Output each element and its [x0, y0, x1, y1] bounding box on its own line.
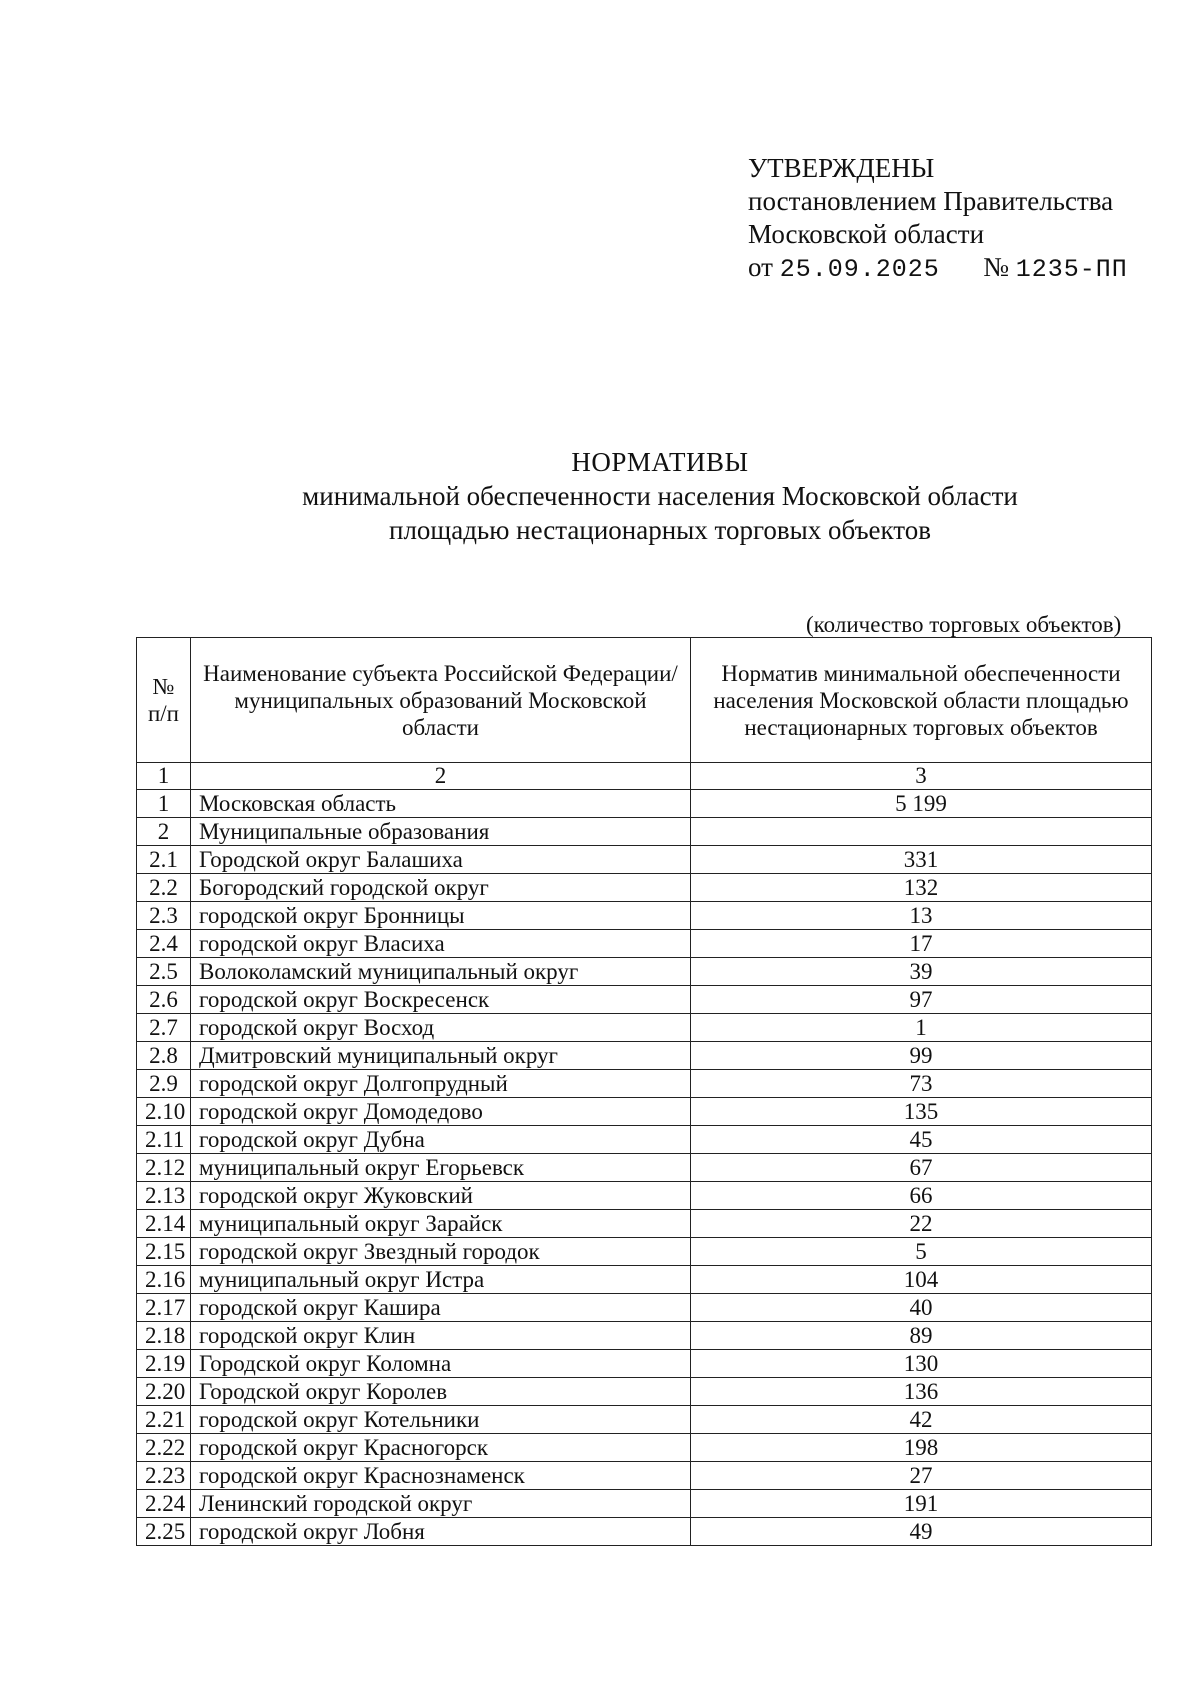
table-row [137, 1182, 1152, 1210]
row-number: 2.11 [137, 1126, 191, 1154]
row-name: городской округ Воскресенск [191, 986, 691, 1014]
row-number: 2.22 [137, 1434, 191, 1462]
table-row [137, 902, 1152, 930]
approval-title: УТВЕРЖДЕНЫ [748, 153, 935, 183]
row-value: 99 [691, 1042, 1152, 1070]
approval-line-1: постановлением Правительства [748, 186, 1114, 216]
table-row [137, 790, 1152, 818]
row-number: 2.17 [137, 1294, 191, 1322]
row-number: 2.25 [137, 1518, 191, 1546]
table-row [137, 1434, 1152, 1462]
table-row [137, 1014, 1152, 1042]
document-title: НОРМАТИВЫ [571, 447, 749, 477]
row-name: Волоколамский муниципальный округ [191, 958, 691, 986]
row-number: 2.16 [137, 1266, 191, 1294]
row-value: 22 [691, 1210, 1152, 1238]
row-value: 135 [691, 1098, 1152, 1126]
row-value: 89 [691, 1322, 1152, 1350]
row-number: 2.6 [137, 986, 191, 1014]
table-row [137, 1294, 1152, 1322]
row-name: городской округ Дубна [191, 1126, 691, 1154]
document-title-block [0, 445, 1200, 547]
table-row [137, 1266, 1152, 1294]
row-value: 67 [691, 1154, 1152, 1182]
row-number: 2.23 [137, 1462, 191, 1490]
approval-line-2: Московской области [748, 219, 985, 249]
row-number: 2.9 [137, 1070, 191, 1098]
row-number: 2.21 [137, 1406, 191, 1434]
table-row [137, 930, 1152, 958]
column-index: 1 [137, 763, 191, 790]
row-value: 39 [691, 958, 1152, 986]
unit-note: (количество торговых объектов) [806, 612, 1122, 637]
column-index-row [137, 763, 1152, 790]
table-row [137, 1378, 1152, 1406]
row-name: городской округ Бронницы [191, 902, 691, 930]
row-value: 42 [691, 1406, 1152, 1434]
row-name: городской округ Лобня [191, 1518, 691, 1546]
row-name: городской округ Домодедово [191, 1098, 691, 1126]
table-row [137, 1042, 1152, 1070]
row-name: Ленинский городской округ [191, 1490, 691, 1518]
row-value: 5 199 [691, 790, 1152, 818]
column-index: 2 [191, 763, 691, 790]
row-name: городской округ Красногорск [191, 1434, 691, 1462]
table-row [137, 818, 1152, 846]
row-value: 27 [691, 1462, 1152, 1490]
row-value: 130 [691, 1350, 1152, 1378]
row-value: 17 [691, 930, 1152, 958]
approval-number: 1235-ПП [1015, 255, 1128, 284]
table-body [137, 790, 1152, 1546]
row-number: 2.15 [137, 1238, 191, 1266]
row-name: Дмитровский муниципальный округ [191, 1042, 691, 1070]
approval-date-line [748, 251, 1128, 286]
row-name: городской округ Котельники [191, 1406, 691, 1434]
row-value: 132 [691, 874, 1152, 902]
table-row [137, 1406, 1152, 1434]
row-number: 2.4 [137, 930, 191, 958]
table-row [137, 846, 1152, 874]
header-num: № п/п [137, 638, 191, 763]
row-name: городской округ Кашира [191, 1294, 691, 1322]
table-row [137, 1154, 1152, 1182]
table-row [137, 1070, 1152, 1098]
row-value: 1 [691, 1014, 1152, 1042]
row-number: 2 [137, 818, 191, 846]
column-index: 3 [691, 763, 1152, 790]
row-name: Московская область [191, 790, 691, 818]
row-name: городской округ Краснознаменск [191, 1462, 691, 1490]
row-number: 2.12 [137, 1154, 191, 1182]
approval-date: 25.09.2025 [779, 255, 940, 284]
row-number: 2.13 [137, 1182, 191, 1210]
row-name: Городской округ Коломна [191, 1350, 691, 1378]
row-value: 49 [691, 1518, 1152, 1546]
number-sign: № [983, 252, 1009, 282]
row-name: городской округ Долгопрудный [191, 1070, 691, 1098]
table-row [137, 1350, 1152, 1378]
row-number: 2.7 [137, 1014, 191, 1042]
header-name: Наименование субъекта Российской Федерации/муниципальных образований Московской области [191, 638, 691, 763]
row-name: Городской округ Королев [191, 1378, 691, 1406]
row-number: 2.2 [137, 874, 191, 902]
table-row [137, 1098, 1152, 1126]
row-name: муниципальный округ Истра [191, 1266, 691, 1294]
row-name: городской округ Восход [191, 1014, 691, 1042]
table-row [137, 958, 1152, 986]
row-number: 2.24 [137, 1490, 191, 1518]
table-row [137, 986, 1152, 1014]
document-subtitle-line-2: площадью нестационарных торговых объектов [389, 515, 931, 545]
row-value: 66 [691, 1182, 1152, 1210]
table-row [137, 1238, 1152, 1266]
row-number: 2.20 [137, 1378, 191, 1406]
row-value: 5 [691, 1238, 1152, 1266]
row-name: Городской округ Балашиха [191, 846, 691, 874]
row-number: 2.5 [137, 958, 191, 986]
table-header-row [137, 638, 1152, 763]
row-value: 45 [691, 1126, 1152, 1154]
row-number: 2.8 [137, 1042, 191, 1070]
row-value: 136 [691, 1378, 1152, 1406]
row-name: муниципальный округ Егорьевск [191, 1154, 691, 1182]
row-number: 2.18 [137, 1322, 191, 1350]
row-name: Богородский городской округ [191, 874, 691, 902]
row-value: 97 [691, 986, 1152, 1014]
row-name: городской округ Власиха [191, 930, 691, 958]
row-number: 2.14 [137, 1210, 191, 1238]
row-name: городской округ Звездный городок [191, 1238, 691, 1266]
row-number: 2.1 [137, 846, 191, 874]
row-name: городской округ Жуковский [191, 1182, 691, 1210]
row-value: 104 [691, 1266, 1152, 1294]
table-row [137, 1518, 1152, 1546]
header-value: Норматив минимальной обеспеченности населения Московской области площадью нестационарных торговых объектов [691, 638, 1152, 763]
row-name: городской округ Клин [191, 1322, 691, 1350]
row-value: 73 [691, 1070, 1152, 1098]
date-prefix: от [748, 252, 773, 282]
row-value: 13 [691, 902, 1152, 930]
row-value: 191 [691, 1490, 1152, 1518]
row-number: 2.19 [137, 1350, 191, 1378]
table-row [137, 1322, 1152, 1350]
norms-table [136, 637, 1152, 1546]
row-value [691, 818, 1152, 846]
document-subtitle-line-1: минимальной обеспеченности населения Московской области [302, 481, 1018, 511]
row-number: 1 [137, 790, 191, 818]
row-value: 331 [691, 846, 1152, 874]
table-row [137, 874, 1152, 902]
table-row [137, 1210, 1152, 1238]
approval-stamp [748, 152, 1128, 286]
row-name: Муниципальные образования [191, 818, 691, 846]
row-number: 2.3 [137, 902, 191, 930]
table-row [137, 1126, 1152, 1154]
table-row [137, 1462, 1152, 1490]
row-number: 2.10 [137, 1098, 191, 1126]
row-value: 40 [691, 1294, 1152, 1322]
row-value: 198 [691, 1434, 1152, 1462]
row-name: муниципальный округ Зарайск [191, 1210, 691, 1238]
table-row [137, 1490, 1152, 1518]
